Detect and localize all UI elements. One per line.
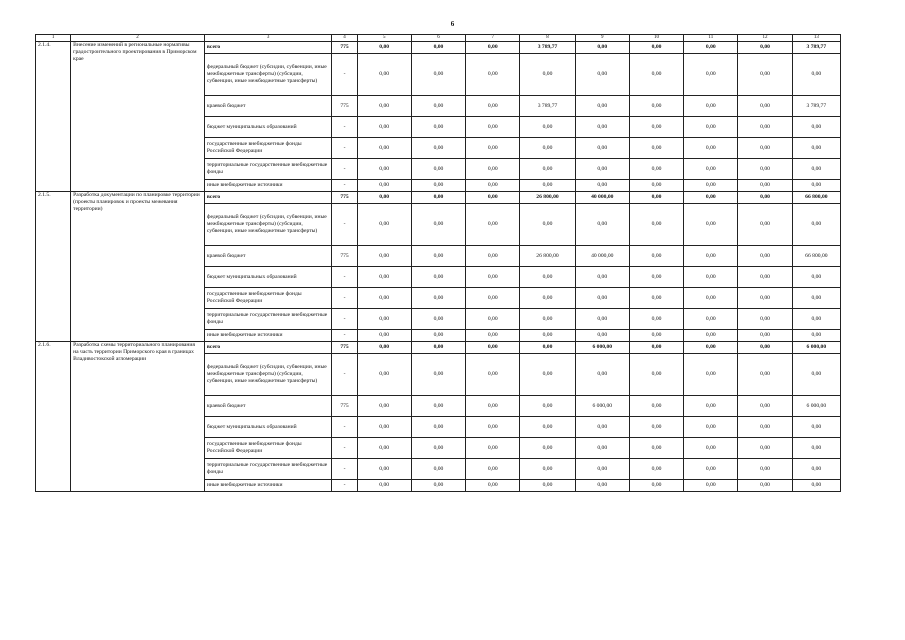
amount-cell: 0,00 bbox=[738, 204, 792, 246]
column-number: 3 bbox=[204, 35, 332, 42]
amount-cell: 40 000,00 bbox=[575, 246, 629, 267]
amount-cell: 0,00 bbox=[411, 192, 465, 204]
budget-code-cell: - bbox=[332, 480, 357, 492]
amount-cell: 0,00 bbox=[738, 192, 792, 204]
amount-cell: 3 789,77 bbox=[792, 42, 840, 54]
amount-cell: 0,00 bbox=[684, 480, 738, 492]
funding-source: территориальные государственные внебюджетные фонды bbox=[204, 459, 332, 480]
amount-cell: 0,00 bbox=[684, 204, 738, 246]
amount-cell: 0,00 bbox=[466, 342, 520, 354]
amount-cell: 0,00 bbox=[357, 309, 411, 330]
budget-code-cell: - bbox=[332, 138, 357, 159]
budget-code-cell: 775 bbox=[332, 192, 357, 204]
budget-code-cell: - bbox=[332, 417, 357, 438]
amount-cell: 0,00 bbox=[738, 246, 792, 267]
amount-cell: 0,00 bbox=[629, 42, 683, 54]
amount-cell: 0,00 bbox=[466, 138, 520, 159]
amount-cell: 0,00 bbox=[520, 159, 575, 180]
budget-code-cell: - bbox=[332, 354, 357, 396]
amount-cell: 0,00 bbox=[575, 204, 629, 246]
amount-cell: 0,00 bbox=[357, 96, 411, 117]
amount-cell: 3 789,77 bbox=[520, 42, 575, 54]
amount-cell: 0,00 bbox=[357, 288, 411, 309]
amount-cell: 6 000,00 bbox=[575, 396, 629, 417]
column-number: 6 bbox=[411, 35, 465, 42]
amount-cell: 0,00 bbox=[629, 417, 683, 438]
amount-cell: 0,00 bbox=[357, 42, 411, 54]
amount-cell: 0,00 bbox=[738, 96, 792, 117]
amount-cell: 0,00 bbox=[411, 480, 465, 492]
amount-cell: 0,00 bbox=[575, 96, 629, 117]
amount-cell: 0,00 bbox=[520, 267, 575, 288]
amount-cell: 0,00 bbox=[684, 54, 738, 96]
amount-cell: 0,00 bbox=[357, 417, 411, 438]
amount-cell: 0,00 bbox=[738, 342, 792, 354]
amount-cell: 0,00 bbox=[357, 480, 411, 492]
table-body bbox=[36, 35, 841, 492]
amount-cell: 0,00 bbox=[792, 138, 840, 159]
amount-cell: 66 800,00 bbox=[792, 246, 840, 267]
measure-name: Разработка документации по планировке территории (проекты планировок и проекты межевания территории) bbox=[71, 192, 205, 342]
budget-code-cell: 775 bbox=[332, 246, 357, 267]
column-number-row bbox=[36, 35, 841, 42]
amount-cell: 0,00 bbox=[629, 330, 683, 342]
amount-cell: 0,00 bbox=[684, 96, 738, 117]
amount-cell: 0,00 bbox=[684, 192, 738, 204]
amount-cell: 0,00 bbox=[520, 138, 575, 159]
amount-cell: 0,00 bbox=[357, 267, 411, 288]
budget-code-cell: 775 bbox=[332, 396, 357, 417]
measure-code: 2.1.6. bbox=[36, 342, 71, 492]
amount-cell: 0,00 bbox=[411, 246, 465, 267]
budget-code-cell: 775 bbox=[332, 96, 357, 117]
amount-cell: 0,00 bbox=[684, 180, 738, 192]
column-number: 1 bbox=[36, 35, 71, 42]
amount-cell: 0,00 bbox=[357, 330, 411, 342]
amount-cell: 0,00 bbox=[575, 459, 629, 480]
amount-cell: 0,00 bbox=[738, 330, 792, 342]
amount-cell: 0,00 bbox=[792, 438, 840, 459]
amount-cell: 0,00 bbox=[357, 396, 411, 417]
amount-cell: 0,00 bbox=[357, 438, 411, 459]
amount-cell: 0,00 bbox=[466, 204, 520, 246]
amount-cell: 0,00 bbox=[466, 192, 520, 204]
funding-source: бюджет муниципальных образований bbox=[204, 417, 332, 438]
amount-cell: 0,00 bbox=[357, 54, 411, 96]
amount-cell: 0,00 bbox=[629, 480, 683, 492]
amount-cell: 0,00 bbox=[575, 117, 629, 138]
amount-cell: 0,00 bbox=[738, 459, 792, 480]
amount-cell: 0,00 bbox=[684, 417, 738, 438]
column-number: 7 bbox=[466, 35, 520, 42]
amount-cell: 0,00 bbox=[357, 246, 411, 267]
amount-cell: 0,00 bbox=[520, 204, 575, 246]
amount-cell: 0,00 bbox=[466, 267, 520, 288]
amount-cell: 0,00 bbox=[411, 138, 465, 159]
amount-cell: 0,00 bbox=[684, 159, 738, 180]
funding-source: территориальные государственные внебюджетные фонды bbox=[204, 159, 332, 180]
funding-source: всего bbox=[204, 342, 332, 354]
amount-cell: 0,00 bbox=[684, 438, 738, 459]
funding-source: иные внебюджетные источники bbox=[204, 480, 332, 492]
budget-code-cell: - bbox=[332, 267, 357, 288]
amount-cell: 0,00 bbox=[738, 309, 792, 330]
funding-source: государственные внебюджетные фонды Российской Федерации bbox=[204, 438, 332, 459]
amount-cell: 0,00 bbox=[520, 396, 575, 417]
column-number: 13 bbox=[792, 35, 840, 42]
amount-cell: 0,00 bbox=[357, 117, 411, 138]
amount-cell: 0,00 bbox=[575, 138, 629, 159]
column-number: 8 bbox=[520, 35, 575, 42]
amount-cell: 0,00 bbox=[575, 417, 629, 438]
budget-code-cell: - bbox=[332, 459, 357, 480]
amount-cell: 0,00 bbox=[466, 96, 520, 117]
amount-cell: 0,00 bbox=[411, 288, 465, 309]
amount-cell: 0,00 bbox=[520, 438, 575, 459]
amount-cell: 0,00 bbox=[738, 42, 792, 54]
amount-cell: 0,00 bbox=[738, 159, 792, 180]
amount-cell: 0,00 bbox=[792, 309, 840, 330]
amount-cell: 66 800,00 bbox=[792, 192, 840, 204]
table-row-total bbox=[36, 192, 841, 204]
amount-cell: 0,00 bbox=[411, 159, 465, 180]
amount-cell: 26 800,00 bbox=[520, 192, 575, 204]
amount-cell: 0,00 bbox=[466, 417, 520, 438]
amount-cell: 0,00 bbox=[411, 342, 465, 354]
page-number: 6 bbox=[450, 20, 455, 28]
budget-code-cell: - bbox=[332, 438, 357, 459]
amount-cell: 0,00 bbox=[629, 267, 683, 288]
amount-cell: 0,00 bbox=[792, 354, 840, 396]
funding-source: иные внебюджетные источники bbox=[204, 330, 332, 342]
amount-cell: 0,00 bbox=[520, 459, 575, 480]
budget-code-cell: 775 bbox=[332, 42, 357, 54]
amount-cell: 0,00 bbox=[629, 159, 683, 180]
budget-code-cell: - bbox=[332, 330, 357, 342]
funding-source: бюджет муниципальных образований bbox=[204, 267, 332, 288]
amount-cell: 0,00 bbox=[792, 54, 840, 96]
amount-cell: 0,00 bbox=[684, 288, 738, 309]
amount-cell: 0,00 bbox=[466, 42, 520, 54]
funding-source: федеральный бюджет (субсидии, субвенции, иные межбюджетные трансферты) (субсидии, субвенции, иные межбюджетные трансферты) bbox=[204, 54, 332, 96]
amount-cell: 0,00 bbox=[792, 288, 840, 309]
amount-cell: 0,00 bbox=[411, 438, 465, 459]
amount-cell: 0,00 bbox=[738, 267, 792, 288]
amount-cell: 0,00 bbox=[466, 54, 520, 96]
column-number: 11 bbox=[684, 35, 738, 42]
amount-cell: 0,00 bbox=[575, 180, 629, 192]
budget-code-cell: 775 bbox=[332, 342, 357, 354]
amount-cell: 0,00 bbox=[466, 438, 520, 459]
amount-cell: 0,00 bbox=[792, 459, 840, 480]
amount-cell: 0,00 bbox=[792, 117, 840, 138]
amount-cell: 0,00 bbox=[792, 417, 840, 438]
amount-cell: 0,00 bbox=[520, 309, 575, 330]
amount-cell: 0,00 bbox=[466, 246, 520, 267]
amount-cell: 0,00 bbox=[466, 459, 520, 480]
amount-cell: 0,00 bbox=[357, 180, 411, 192]
funding-source: всего bbox=[204, 192, 332, 204]
amount-cell: 0,00 bbox=[684, 138, 738, 159]
amount-cell: 0,00 bbox=[520, 354, 575, 396]
funding-source: иные внебюджетные источники bbox=[204, 180, 332, 192]
amount-cell: 0,00 bbox=[520, 288, 575, 309]
column-number: 12 bbox=[738, 35, 792, 42]
amount-cell: 0,00 bbox=[466, 180, 520, 192]
amount-cell: 0,00 bbox=[629, 246, 683, 267]
amount-cell: 3 789,77 bbox=[792, 96, 840, 117]
budget-code-cell: - bbox=[332, 117, 357, 138]
amount-cell: 0,00 bbox=[684, 309, 738, 330]
amount-cell: 0,00 bbox=[466, 309, 520, 330]
amount-cell: 0,00 bbox=[629, 96, 683, 117]
amount-cell: 0,00 bbox=[466, 354, 520, 396]
amount-cell: 0,00 bbox=[466, 396, 520, 417]
amount-cell: 0,00 bbox=[357, 354, 411, 396]
amount-cell: 0,00 bbox=[575, 330, 629, 342]
table-row-total bbox=[36, 42, 841, 54]
amount-cell: 0,00 bbox=[629, 180, 683, 192]
amount-cell: 0,00 bbox=[684, 396, 738, 417]
amount-cell: 0,00 bbox=[520, 54, 575, 96]
amount-cell: 0,00 bbox=[629, 309, 683, 330]
amount-cell: 0,00 bbox=[411, 417, 465, 438]
measure-code: 2.1.4. bbox=[36, 42, 71, 192]
table-row-total bbox=[36, 342, 841, 354]
amount-cell: 0,00 bbox=[684, 354, 738, 396]
column-number: 9 bbox=[575, 35, 629, 42]
amount-cell: 0,00 bbox=[357, 204, 411, 246]
amount-cell: 0,00 bbox=[575, 159, 629, 180]
budget-code-cell: - bbox=[332, 54, 357, 96]
amount-cell: 0,00 bbox=[684, 246, 738, 267]
amount-cell: 0,00 bbox=[411, 54, 465, 96]
amount-cell: 0,00 bbox=[357, 159, 411, 180]
amount-cell: 0,00 bbox=[411, 330, 465, 342]
amount-cell: 0,00 bbox=[575, 309, 629, 330]
amount-cell: 0,00 bbox=[792, 204, 840, 246]
amount-cell: 6 000,00 bbox=[575, 342, 629, 354]
amount-cell: 0,00 bbox=[738, 396, 792, 417]
amount-cell: 0,00 bbox=[684, 342, 738, 354]
amount-cell: 0,00 bbox=[520, 180, 575, 192]
amount-cell: 0,00 bbox=[792, 330, 840, 342]
amount-cell: 0,00 bbox=[575, 438, 629, 459]
budget-code-cell: - bbox=[332, 288, 357, 309]
amount-cell: 0,00 bbox=[466, 480, 520, 492]
amount-cell: 0,00 bbox=[520, 417, 575, 438]
column-number: 4 bbox=[332, 35, 357, 42]
amount-cell: 0,00 bbox=[575, 54, 629, 96]
amount-cell: 0,00 bbox=[684, 267, 738, 288]
amount-cell: 0,00 bbox=[738, 288, 792, 309]
funding-source: бюджет муниципальных образований bbox=[204, 117, 332, 138]
amount-cell: 0,00 bbox=[792, 180, 840, 192]
funding-source: всего bbox=[204, 42, 332, 54]
amount-cell: 0,00 bbox=[411, 117, 465, 138]
amount-cell: 0,00 bbox=[411, 267, 465, 288]
funding-source: федеральный бюджет (субсидии, субвенции, иные межбюджетные трансферты) (субсидии, субвенции, иные межбюджетные трансферты) bbox=[204, 354, 332, 396]
amount-cell: 0,00 bbox=[629, 192, 683, 204]
amount-cell: 0,00 bbox=[466, 159, 520, 180]
amount-cell: 0,00 bbox=[520, 480, 575, 492]
funding-source: краевой бюджет bbox=[204, 246, 332, 267]
amount-cell: 40 000,00 bbox=[575, 192, 629, 204]
amount-cell: 0,00 bbox=[575, 354, 629, 396]
amount-cell: 0,00 bbox=[738, 138, 792, 159]
amount-cell: 0,00 bbox=[575, 480, 629, 492]
budget-code-cell: - bbox=[332, 159, 357, 180]
funding-source: краевой бюджет bbox=[204, 96, 332, 117]
amount-cell: 0,00 bbox=[684, 330, 738, 342]
amount-cell: 0,00 bbox=[520, 117, 575, 138]
column-number: 5 bbox=[357, 35, 411, 42]
column-number: 2 bbox=[71, 35, 205, 42]
amount-cell: 0,00 bbox=[411, 204, 465, 246]
measure-name: Внесение изменений в региональные нормативы градостроительного проектирования в Приморском крае bbox=[71, 42, 205, 192]
amount-cell: 0,00 bbox=[738, 117, 792, 138]
funding-source: краевой бюджет bbox=[204, 396, 332, 417]
amount-cell: 0,00 bbox=[684, 42, 738, 54]
amount-cell: 26 800,00 bbox=[520, 246, 575, 267]
amount-cell: 0,00 bbox=[411, 42, 465, 54]
amount-cell: 0,00 bbox=[629, 354, 683, 396]
amount-cell: 0,00 bbox=[357, 459, 411, 480]
amount-cell: 0,00 bbox=[411, 96, 465, 117]
amount-cell: 0,00 bbox=[357, 138, 411, 159]
amount-cell: 0,00 bbox=[629, 204, 683, 246]
funding-source: государственные внебюджетные фонды Российской Федерации bbox=[204, 138, 332, 159]
amount-cell: 6 000,00 bbox=[792, 396, 840, 417]
funding-source: территориальные государственные внебюджетные фонды bbox=[204, 309, 332, 330]
budget-code-cell: - bbox=[332, 309, 357, 330]
amount-cell: 0,00 bbox=[357, 342, 411, 354]
amount-cell: 0,00 bbox=[629, 438, 683, 459]
amount-cell: 0,00 bbox=[629, 396, 683, 417]
funding-table bbox=[35, 34, 841, 492]
amount-cell: 3 789,77 bbox=[520, 96, 575, 117]
amount-cell: 0,00 bbox=[466, 330, 520, 342]
amount-cell: 0,00 bbox=[411, 180, 465, 192]
amount-cell: 0,00 bbox=[629, 138, 683, 159]
measure-code: 2.1.5. bbox=[36, 192, 71, 342]
amount-cell: 0,00 bbox=[738, 54, 792, 96]
budget-code-cell: - bbox=[332, 204, 357, 246]
amount-cell: 0,00 bbox=[792, 480, 840, 492]
amount-cell: 0,00 bbox=[629, 459, 683, 480]
amount-cell: 6 000,00 bbox=[792, 342, 840, 354]
amount-cell: 0,00 bbox=[411, 309, 465, 330]
amount-cell: 0,00 bbox=[792, 159, 840, 180]
amount-cell: 0,00 bbox=[792, 267, 840, 288]
amount-cell: 0,00 bbox=[684, 117, 738, 138]
amount-cell: 0,00 bbox=[575, 267, 629, 288]
column-number: 10 bbox=[629, 35, 683, 42]
amount-cell: 0,00 bbox=[738, 180, 792, 192]
amount-cell: 0,00 bbox=[575, 288, 629, 309]
amount-cell: 0,00 bbox=[411, 459, 465, 480]
amount-cell: 0,00 bbox=[520, 342, 575, 354]
amount-cell: 0,00 bbox=[411, 396, 465, 417]
amount-cell: 0,00 bbox=[738, 438, 792, 459]
amount-cell: 0,00 bbox=[466, 288, 520, 309]
amount-cell: 0,00 bbox=[629, 54, 683, 96]
budget-code-cell: - bbox=[332, 180, 357, 192]
amount-cell: 0,00 bbox=[738, 480, 792, 492]
amount-cell: 0,00 bbox=[357, 192, 411, 204]
amount-cell: 0,00 bbox=[466, 117, 520, 138]
measure-name: Разработка схемы территориального планирования на часть территории Приморского края в границах Владивостокской агломерации bbox=[71, 342, 205, 492]
amount-cell: 0,00 bbox=[629, 288, 683, 309]
funding-source: государственные внебюджетные фонды Российской Федерации bbox=[204, 288, 332, 309]
amount-cell: 0,00 bbox=[575, 42, 629, 54]
amount-cell: 0,00 bbox=[684, 459, 738, 480]
amount-cell: 0,00 bbox=[411, 354, 465, 396]
amount-cell: 0,00 bbox=[738, 417, 792, 438]
amount-cell: 0,00 bbox=[738, 354, 792, 396]
amount-cell: 0,00 bbox=[629, 342, 683, 354]
amount-cell: 0,00 bbox=[629, 117, 683, 138]
amount-cell: 0,00 bbox=[520, 330, 575, 342]
funding-source: федеральный бюджет (субсидии, субвенции, иные межбюджетные трансферты) (субсидии, субвенции, иные межбюджетные трансферты) bbox=[204, 204, 332, 246]
